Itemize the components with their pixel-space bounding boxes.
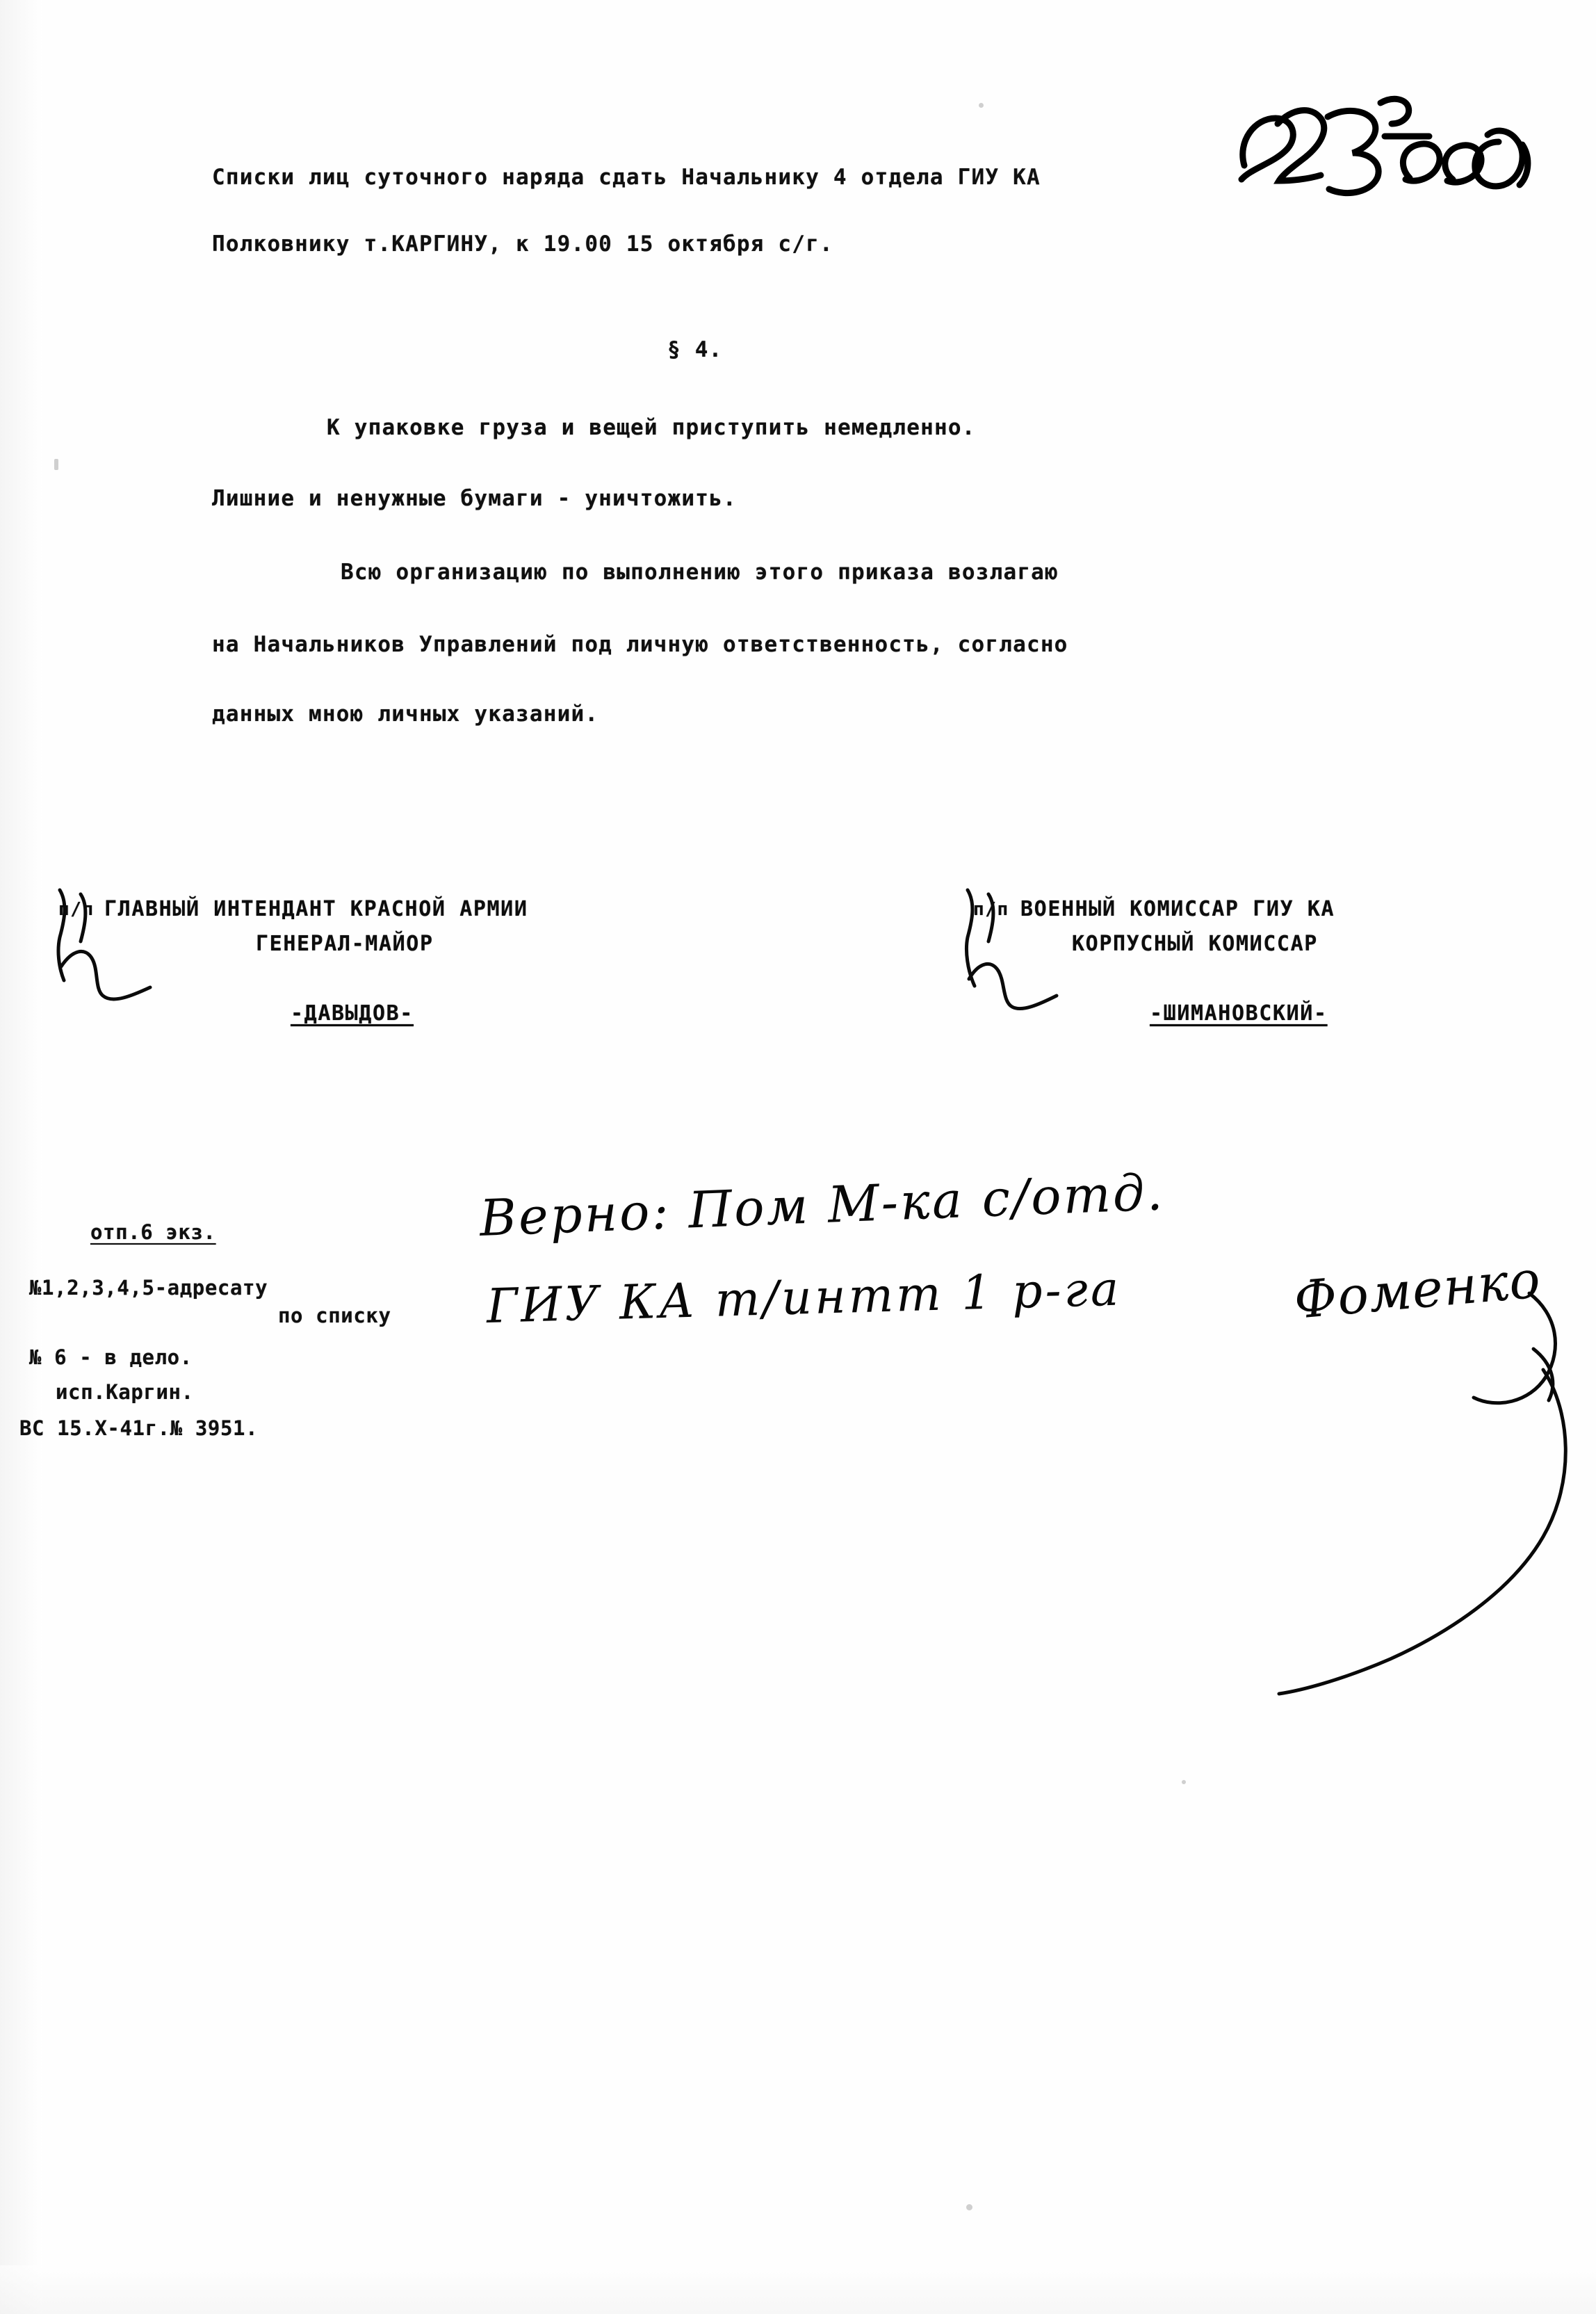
scan-speck (979, 103, 984, 108)
signature-left-title-1: ГЛАВНЫЙ ИНТЕНДАНТ КРАСНОЙ АРМИИ (104, 897, 528, 921)
scan-edge-left (0, 0, 42, 2314)
copies-line-4: исп.Каргин. (56, 1380, 194, 1404)
scan-speck (966, 2204, 972, 2210)
paragraph-line-5: данных мною личных указаний. (212, 702, 599, 727)
signature-right-name: -ШИМАНОВСКИЙ- (1150, 1001, 1328, 1026)
scan-speck (54, 459, 58, 470)
certification-signature: Фоменко (1292, 1249, 1544, 1331)
paragraph-line-3: Всю организацию по выполнению этого приказа возлагаю (341, 560, 1059, 585)
paragraph-line-4: на Начальников Управлений под личную ответственность, согласно (212, 632, 1068, 657)
signature-right-title-1: ВОЕННЫЙ КОМИССАР ГИУ КА (1020, 897, 1335, 921)
archive-number (1223, 49, 1550, 181)
section-marker: § 4. (667, 337, 723, 362)
body-line-2: Полковнику т.КАРГИНУ, к 19.00 15 октября с/г. (212, 232, 833, 257)
signature-right-scrawl (958, 882, 1118, 1042)
signature-right-prefix: п/п (973, 899, 1009, 920)
copies-line-5: ВС 15.X-41г.№ 3951. (19, 1416, 259, 1440)
signature-right-title-2: КОРПУСНЫЙ КОМИССАР (1072, 932, 1318, 956)
copies-line-2: по списку (278, 1304, 391, 1327)
copies-heading: отп.6 экз. (90, 1220, 216, 1244)
certification-line-2: ГИУ КА т/интт 1 р-га (485, 1261, 1123, 1334)
body-line-1: Списки лиц суточного наряда сдать Начальнику 4 отдела ГИУ КА (212, 165, 1041, 190)
certification-line-1: Верно: Пом М-ка с/отд. (478, 1163, 1166, 1247)
paragraph-line-1: К упаковке груза и вещей приступить немедленно. (327, 415, 976, 440)
signature-left-scrawl (49, 883, 209, 1036)
scan-edge-bottom (0, 2265, 1596, 2314)
copies-line-3: № 6 - в дело. (29, 1345, 193, 1369)
signature-left-prefix: п/п (58, 899, 95, 920)
paragraph-line-2: Лишние и ненужные бумаги - уничтожить. (212, 486, 737, 511)
signature-flourish (1182, 1286, 1571, 1773)
signature-left-title-2: ГЕНЕРАЛ-МАЙОР (256, 932, 434, 956)
archive-number-glyphs (1223, 75, 1550, 207)
scan-speck (1182, 1780, 1186, 1784)
copies-line-1: №1,2,3,4,5-адресату (29, 1276, 268, 1300)
signature-left-name: -ДАВЫДОВ- (291, 1001, 414, 1026)
